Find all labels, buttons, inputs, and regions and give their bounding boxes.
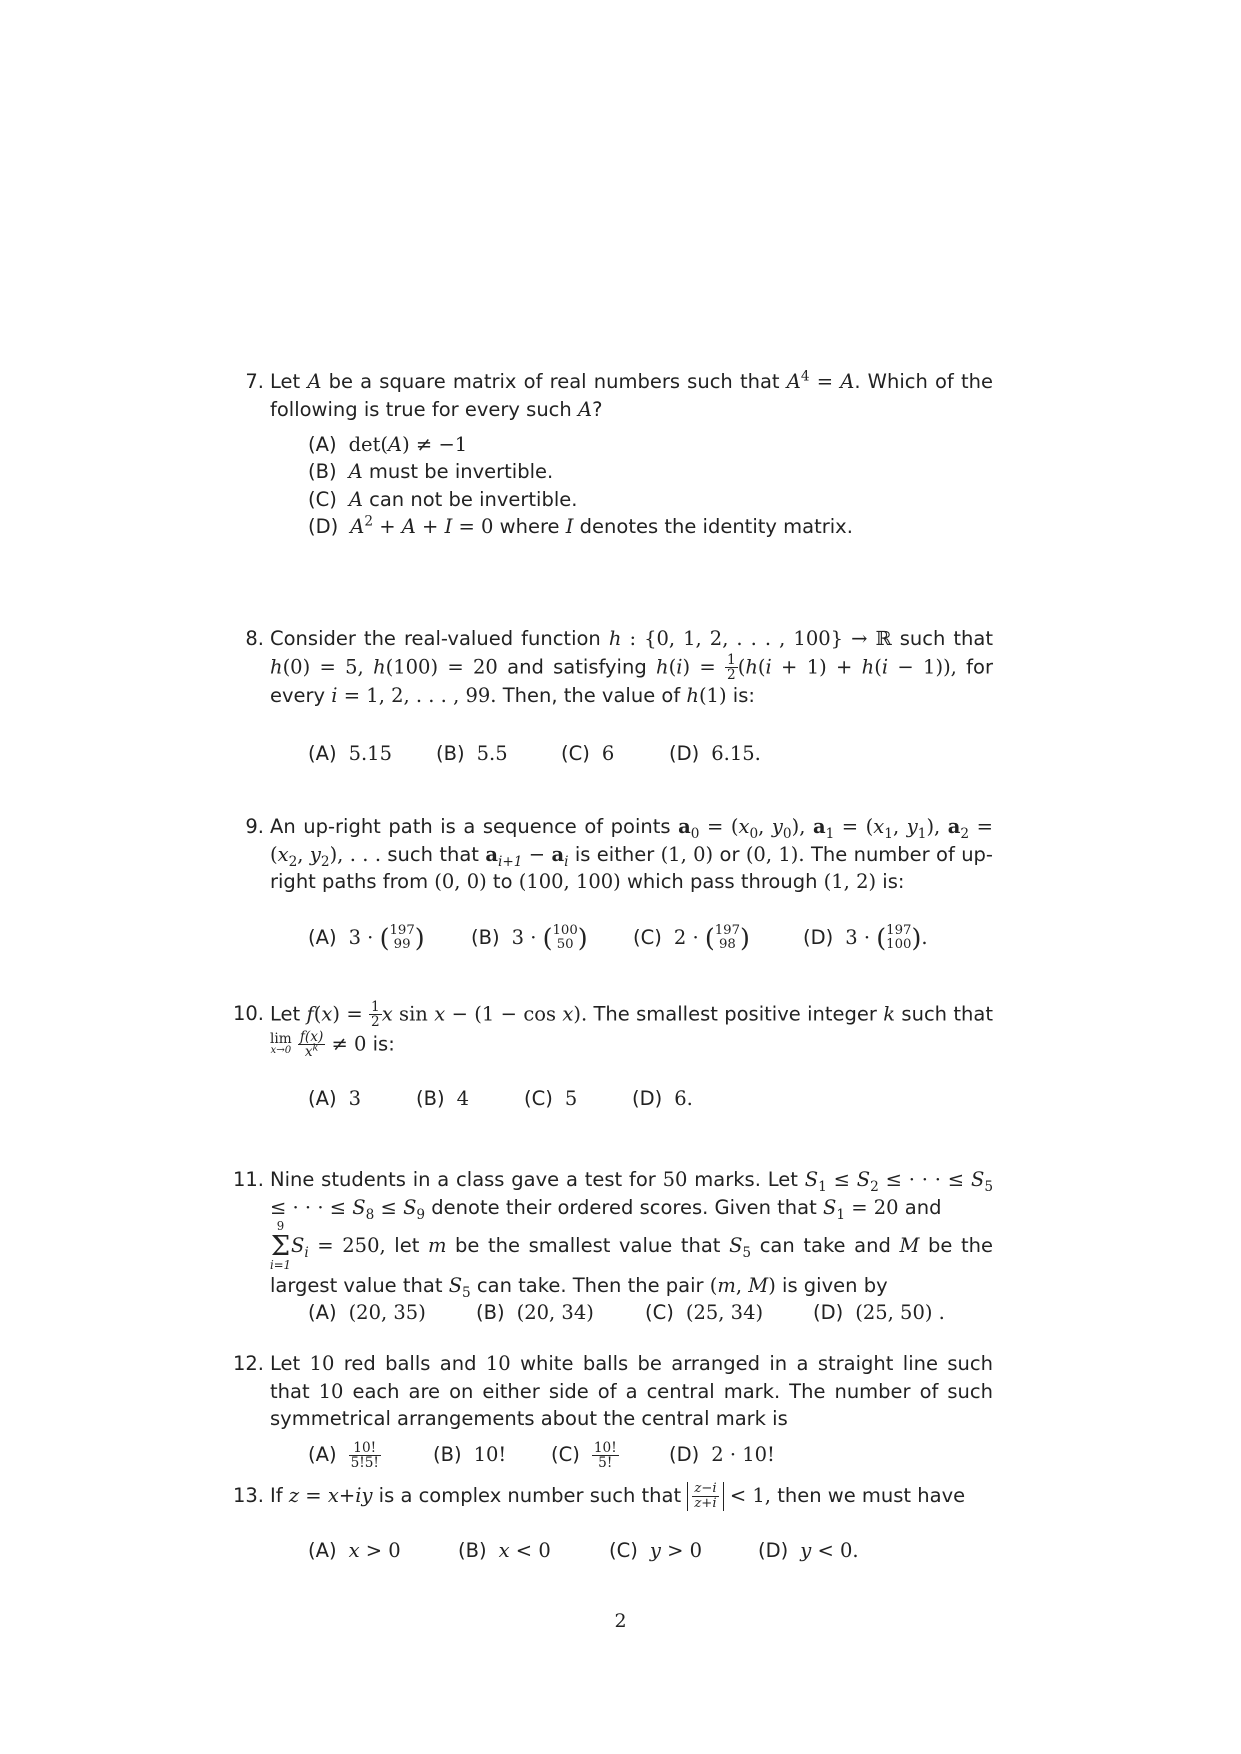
option-b: (B) (20, 34) — [476, 1301, 594, 1325]
option-b: (B) x < 0 — [458, 1538, 551, 1562]
options — [270, 1441, 993, 1471]
question-9 — [245, 813, 993, 953]
option-d: (D) (25, 50) . — [813, 1301, 945, 1325]
option-d: (D) 6.15. — [669, 741, 761, 765]
options — [270, 740, 993, 768]
question-7 — [245, 368, 993, 540]
question-11 — [232, 1166, 994, 1327]
question-text: Let 10 red balls and 10 white balls be arranged in a straight line such that 10 each are on either side of a central mark. The number of such symmetrical arrangements about the central mark is — [270, 1352, 993, 1431]
question-text: Let A be a square matrix of real numbers such that $A^4 = A$. Which of the following is true for every such A? — [270, 368, 993, 421]
question-number: 10. — [232, 1002, 264, 1025]
option-a: (A) $\frac{10!}{5!5!}$ — [308, 1439, 379, 1472]
question-number: 12. — [232, 1352, 264, 1375]
fraction: $\frac{10!}{5!}$ — [593, 1439, 617, 1472]
option-a: (A) det(A) ≠ −1 — [308, 433, 468, 457]
fraction-one-half: $\frac{1}{2}$ — [727, 651, 736, 683]
option-b: (B) 5.5 — [436, 741, 508, 765]
option-b: (B) 3 · ( 100 50 ) — [471, 922, 588, 953]
fraction: $\frac{10!}{5!5!}$ — [350, 1439, 379, 1472]
absolute-value — [687, 1482, 723, 1511]
option-a: (A) 3 · ( 197 99 ) — [308, 922, 425, 953]
option-a: (A) (20, 35) — [308, 1301, 426, 1325]
summation-operator: 9 Σ i=1 — [270, 1219, 291, 1273]
option-d: (D) 3 · ( 197 100 ). — [803, 922, 928, 953]
option-b: (B) 10! — [433, 1442, 507, 1466]
option-c: (C) (25, 34) — [645, 1301, 764, 1325]
page-number: 2 — [614, 1610, 627, 1632]
option-c: (C) y > 0 — [609, 1538, 703, 1562]
option-a: (A) 5.15 — [308, 741, 392, 765]
fraction: $\frac{z-i}{z+i}$ — [694, 1481, 717, 1512]
question-13 — [232, 1481, 993, 1565]
question-10 — [232, 999, 993, 1113]
options — [270, 924, 993, 952]
option-c: (C) $\frac{10!}{5!}$ — [551, 1439, 617, 1472]
binomial-coefficient: 100 50 — [552, 923, 578, 953]
option-d: (D) 2 · 10! — [669, 1442, 775, 1466]
options — [270, 1299, 993, 1327]
question-number: 7. — [245, 370, 264, 393]
question-number: 13. — [232, 1484, 264, 1507]
binomial-coefficient: 197 100 — [886, 923, 912, 953]
option-b: (B) A must be invertible. — [308, 460, 554, 484]
question-number: 9. — [245, 815, 264, 838]
question-text: Let f(x) = $\frac{1}{2}$ x sin x − (1 − cos x). The smallest positive integer k such that lim x→0 $\frac{f(x)}{x^k}$ ≠ 0 is: — [270, 999, 993, 1060]
option-c: (C) A can not be invertible. — [308, 487, 578, 511]
options — [270, 1085, 993, 1113]
options — [270, 431, 993, 540]
options — [270, 1537, 993, 1565]
option-c: (C) 2 · ( 197 98 ) — [633, 922, 750, 953]
option-c: (C) 5 — [524, 1087, 578, 1111]
limit-operator: lim x→0 — [270, 1030, 292, 1057]
question-text: Consider the real-valued function h : {0, 1, 2, . . . , 100} → ℝ such that h(0) = 5, h(100) = 20 and satisfying h(i) = $\frac{1}{2}$ (h(i + 1) + h(i − 1)), for every i = 1, 2, . . . , 99. Then, the value of h(1) is: — [270, 627, 993, 708]
binomial-coefficient: 197 98 — [714, 923, 741, 953]
option-d: (D) y < 0. — [758, 1538, 859, 1562]
option-a: (A) x > 0 — [308, 1538, 401, 1562]
option-a: (A) 3 — [308, 1087, 361, 1111]
option-c: (C) 6 — [561, 741, 615, 765]
fraction-fx-over-xk: $\frac{f(x)}{x^k}$ — [299, 1028, 324, 1060]
question-text: Nine students in a class gave a test for 50 marks. Let $S_1 \le S_2$ ≤ · · · ≤ $S_5$ ≤ · · · ≤ $S_8 \le S_9$ denote their ordered scores. Given that $S_1 = 20$ and 9 Σ i=1 $S_i = 250$, let m be the smallest value that $S_5$ can take and M be the largest value that $S_5$ can take. Then the pair (m, M) is given by — [270, 1168, 994, 1301]
question-number: 8. — [245, 627, 264, 650]
fraction-one-half: $\frac{1}{2}$ — [371, 999, 380, 1031]
question-12 — [232, 1350, 993, 1472]
option-d: (D) 6. — [632, 1087, 693, 1111]
question-number: 11. — [232, 1168, 264, 1191]
question-text: An up-right path is a sequence of points $a_0 = (x_0$, $y_0$), $a_1 = (x_1$, $y_1$), $a_2 = (x_2$, $y_2$), . . . such that $a_{i+1} - a_i$ is either (1, 0) or (0, 1). The number of up-right paths from (0, 0) to (100, 100) which pass through (1, 2) is: — [270, 815, 993, 894]
question-text: If z = x+iy is a complex number such that $\frac{z-i}{z+i}$ < 1, then we must have — [270, 1481, 966, 1512]
option-b: (B) 4 — [416, 1087, 470, 1111]
option-d: (D) $A^2 + A + I = 0$ where I denotes the identity matrix. — [308, 513, 853, 538]
question-8 — [245, 625, 993, 767]
binomial-coefficient: 197 99 — [389, 923, 415, 953]
